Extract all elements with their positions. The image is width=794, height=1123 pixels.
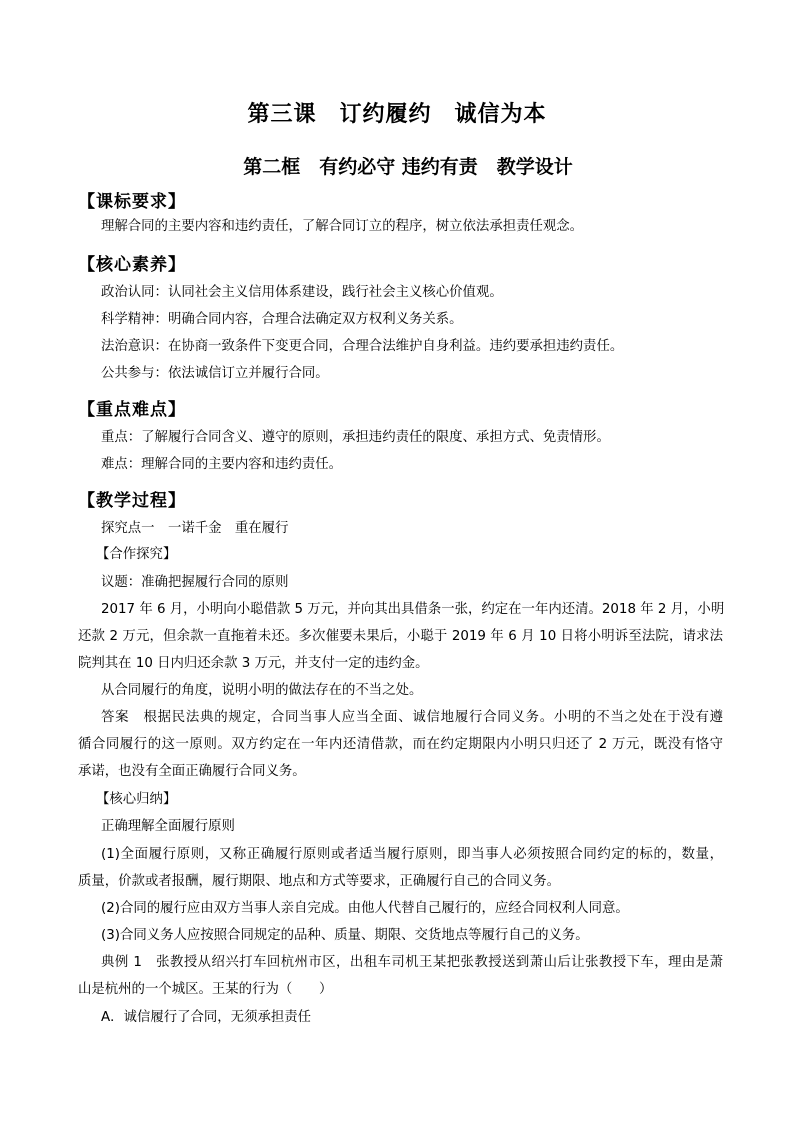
example-question-line: 典例 1 张教授从绍兴打车回杭州市区，出租车司机王某把张教授送到萧山后让张教授下车，理由是萧 — [101, 955, 723, 970]
paragraph-line: 探究点一 一诺千金 重在履行 — [101, 521, 289, 536]
section-heading-curriculum: 【课标要求】 — [78, 192, 186, 212]
paragraph-line: 公共参与：依法诚信订立并履行合同。 — [101, 366, 329, 381]
section-heading-core-literacy: 【核心素养】 — [78, 255, 186, 275]
section-heading-key-points: 【重点难点】 — [78, 400, 186, 420]
subheading-cooperative-inquiry: 【合作探究】 — [96, 547, 177, 562]
paragraph-line: 质量，价款或者报酬，履行期限、地点和方式等要求，正确履行自己的合同义务。 — [78, 874, 561, 889]
paragraph-line: 正确理解全面履行原则 — [101, 819, 235, 834]
paragraph-line: (1)全面履行原则，又称正确履行原则或者适当履行原则，即当事人必须按照合同约定的标的，数量， — [101, 847, 723, 862]
paragraph-line: 2017 年 6 月，小明向小聪借款 5 万元，并向其出具借条一张，约定在一年内还清。2018 年 2 月，小明 — [101, 602, 725, 617]
example-question-line: 山是杭州的一个城区。王某的行为（ ） — [78, 982, 333, 997]
answer-line: 循合同履行的这一原则。双方约定在一年内还清借款，而在约定期限内小明只归还了 2 万元，既没有恪守 — [78, 737, 723, 752]
page-subtitle: 第二框 有约必守 违约有责 教学设计 — [243, 156, 573, 178]
paragraph-line: 理解合同的主要内容和违约责任，了解合同订立的程序，树立依法承担责任观念。 — [101, 219, 584, 234]
paragraph-line: 议题：准确把握履行合同的原则 — [101, 575, 289, 590]
paragraph-line: (2)合同的履行应由双方当事人亲自完成。由他人代替自己履行的，应经合同权利人同意。 — [101, 901, 629, 916]
section-heading-teaching-process: 【教学过程】 — [78, 491, 186, 511]
paragraph-line: 还款 2 万元，但余款一直拖着未还。多次催要未果后，小聪于 2019 年 6 月 10 日将小明诉至法院，请求法 — [78, 629, 723, 644]
answer-line: 答案 根据民法典的规定，合同当事人应当全面、诚信地履行合同义务。小明的不当之处在于没有遵 — [101, 710, 723, 725]
paragraph-line: 政治认同：认同社会主义信用体系建设，践行社会主义核心价值观。 — [101, 285, 503, 300]
paragraph-line: 重点：了解履行合同含义、遵守的原则，承担违约责任的限度、承担方式、免责情形。 — [101, 430, 610, 445]
paragraph-line: 法治意识：在协商一致条件下变更合同，合理合法维护自身利益。违约要承担违约责任。 — [101, 339, 624, 354]
paragraph-line: 科学精神：明确合同内容，合理合法确定双方权利义务关系。 — [101, 312, 463, 327]
paragraph-line: 院判其在 10 日内归还余款 3 万元，并支付一定的违约金。 — [78, 656, 429, 671]
paragraph-line: (3)合同义务人应按照合同规定的品种、质量、期限、交货地点等履行自己的义务。 — [101, 928, 589, 943]
page-title: 第三课 订约履约 诚信为本 — [247, 101, 547, 127]
option-a: A．诚信履行了合同，无须承担责任 — [101, 1010, 312, 1025]
paragraph-line: 从合同履行的角度，说明小明的做法存在的不当之处。 — [101, 683, 423, 698]
subheading-core-summary: 【核心归纳】 — [96, 792, 177, 807]
paragraph-line: 难点：理解合同的主要内容和违约责任。 — [101, 457, 343, 472]
answer-line: 承诺，也没有全面正确履行合同义务。 — [78, 764, 306, 779]
